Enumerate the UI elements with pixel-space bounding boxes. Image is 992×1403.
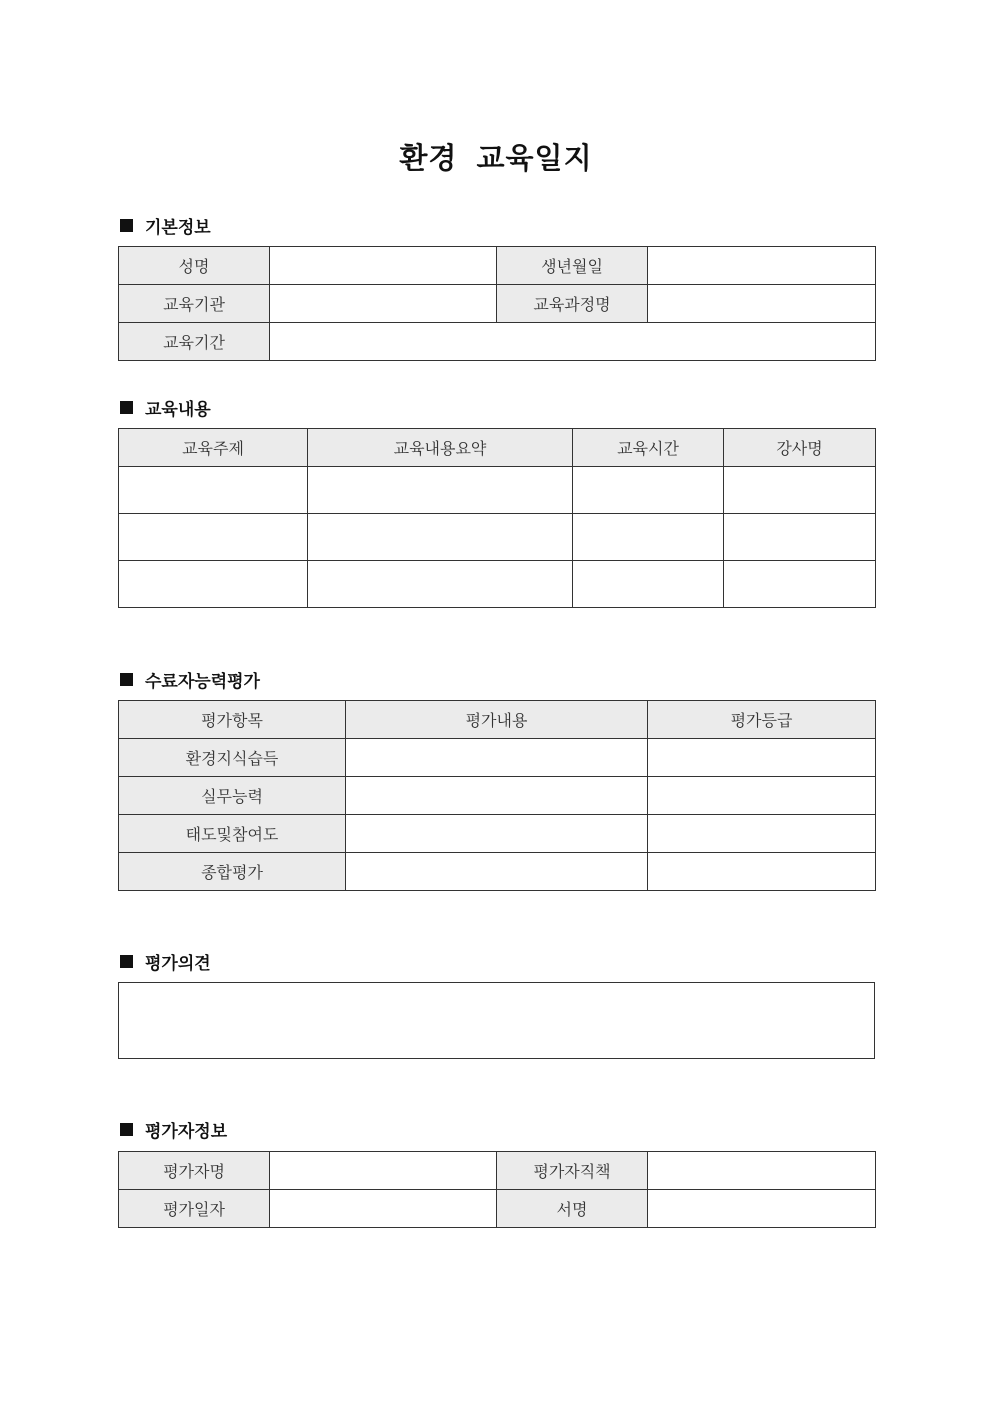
hours-cell[interactable] bbox=[573, 561, 724, 608]
label-birthdate: 생년월일 bbox=[497, 247, 648, 285]
basic-info-table bbox=[118, 246, 876, 361]
evaluation-grade-cell[interactable] bbox=[648, 777, 876, 815]
label-course-name: 교육과정명 bbox=[497, 285, 648, 323]
table-row bbox=[119, 777, 876, 815]
table-row bbox=[119, 514, 876, 561]
section-heading-evaluation-opinion bbox=[120, 950, 211, 972]
evaluation-grade-cell[interactable] bbox=[648, 853, 876, 891]
square-bullet-icon bbox=[120, 955, 133, 968]
row-label: 태도및참여도 bbox=[119, 815, 346, 853]
label-evaluator-name: 평가자명 bbox=[119, 1152, 270, 1190]
evaluation-date-field[interactable] bbox=[270, 1190, 497, 1228]
signature-field[interactable] bbox=[648, 1190, 876, 1228]
instructor-cell[interactable] bbox=[724, 514, 876, 561]
row-label: 종합평가 bbox=[119, 853, 346, 891]
section-title: 평가의견 bbox=[145, 953, 211, 974]
square-bullet-icon bbox=[120, 401, 133, 414]
evaluator-info-table bbox=[118, 1151, 876, 1228]
education-content-table bbox=[118, 428, 876, 608]
label-evaluator-position: 평가자직책 bbox=[497, 1152, 648, 1190]
table-row bbox=[119, 467, 876, 514]
column-header: 강사명 bbox=[724, 429, 876, 467]
period-field[interactable] bbox=[270, 323, 876, 361]
square-bullet-icon bbox=[120, 219, 133, 232]
ability-evaluation-table bbox=[118, 700, 876, 891]
topic-cell[interactable] bbox=[119, 467, 308, 514]
label-signature: 서명 bbox=[497, 1190, 648, 1228]
document-title: 환경 교육일지 bbox=[399, 141, 593, 175]
summary-cell[interactable] bbox=[308, 467, 573, 514]
summary-cell[interactable] bbox=[308, 514, 573, 561]
evaluation-content-cell[interactable] bbox=[346, 815, 648, 853]
column-header: 교육시간 bbox=[573, 429, 724, 467]
evaluator-position-field[interactable] bbox=[648, 1152, 876, 1190]
topic-cell[interactable] bbox=[119, 514, 308, 561]
section-title: 기본정보 bbox=[145, 217, 211, 238]
hours-cell[interactable] bbox=[573, 467, 724, 514]
table-row bbox=[119, 853, 876, 891]
institution-field[interactable] bbox=[270, 285, 497, 323]
table-row bbox=[119, 815, 876, 853]
column-header: 평가등급 bbox=[648, 701, 876, 739]
table-row bbox=[119, 739, 876, 777]
instructor-cell[interactable] bbox=[724, 467, 876, 514]
instructor-cell[interactable] bbox=[724, 561, 876, 608]
evaluation-grade-cell[interactable] bbox=[648, 815, 876, 853]
row-label: 환경지식습득 bbox=[119, 739, 346, 777]
birthdate-field[interactable] bbox=[648, 247, 876, 285]
topic-cell[interactable] bbox=[119, 561, 308, 608]
row-label: 실무능력 bbox=[119, 777, 346, 815]
label-evaluation-date: 평가일자 bbox=[119, 1190, 270, 1228]
evaluation-grade-cell[interactable] bbox=[648, 739, 876, 777]
square-bullet-icon bbox=[120, 1123, 133, 1136]
section-title: 평가자정보 bbox=[145, 1121, 228, 1142]
opinion-field[interactable] bbox=[119, 983, 875, 1059]
evaluation-opinion-table bbox=[118, 982, 875, 1059]
section-heading-ability-evaluation bbox=[120, 668, 260, 690]
summary-cell[interactable] bbox=[308, 561, 573, 608]
section-title: 교육내용 bbox=[145, 399, 211, 420]
evaluator-name-field[interactable] bbox=[270, 1152, 497, 1190]
evaluation-content-cell[interactable] bbox=[346, 777, 648, 815]
evaluation-content-cell[interactable] bbox=[346, 853, 648, 891]
column-header: 평가항목 bbox=[119, 701, 346, 739]
section-heading-education-content bbox=[120, 396, 211, 418]
course-name-field[interactable] bbox=[648, 285, 876, 323]
square-bullet-icon bbox=[120, 673, 133, 686]
section-heading-basic-info bbox=[120, 214, 211, 236]
evaluation-content-cell[interactable] bbox=[346, 739, 648, 777]
column-header: 교육주제 bbox=[119, 429, 308, 467]
hours-cell[interactable] bbox=[573, 514, 724, 561]
label-period: 교육기간 bbox=[119, 323, 270, 361]
label-institution: 교육기관 bbox=[119, 285, 270, 323]
label-name: 성명 bbox=[119, 247, 270, 285]
table-row bbox=[119, 561, 876, 608]
column-header: 평가내용 bbox=[346, 701, 648, 739]
section-heading-evaluator-info bbox=[120, 1118, 227, 1140]
name-field[interactable] bbox=[270, 247, 497, 285]
column-header: 교육내용요약 bbox=[308, 429, 573, 467]
section-title: 수료자능력평가 bbox=[145, 671, 260, 692]
